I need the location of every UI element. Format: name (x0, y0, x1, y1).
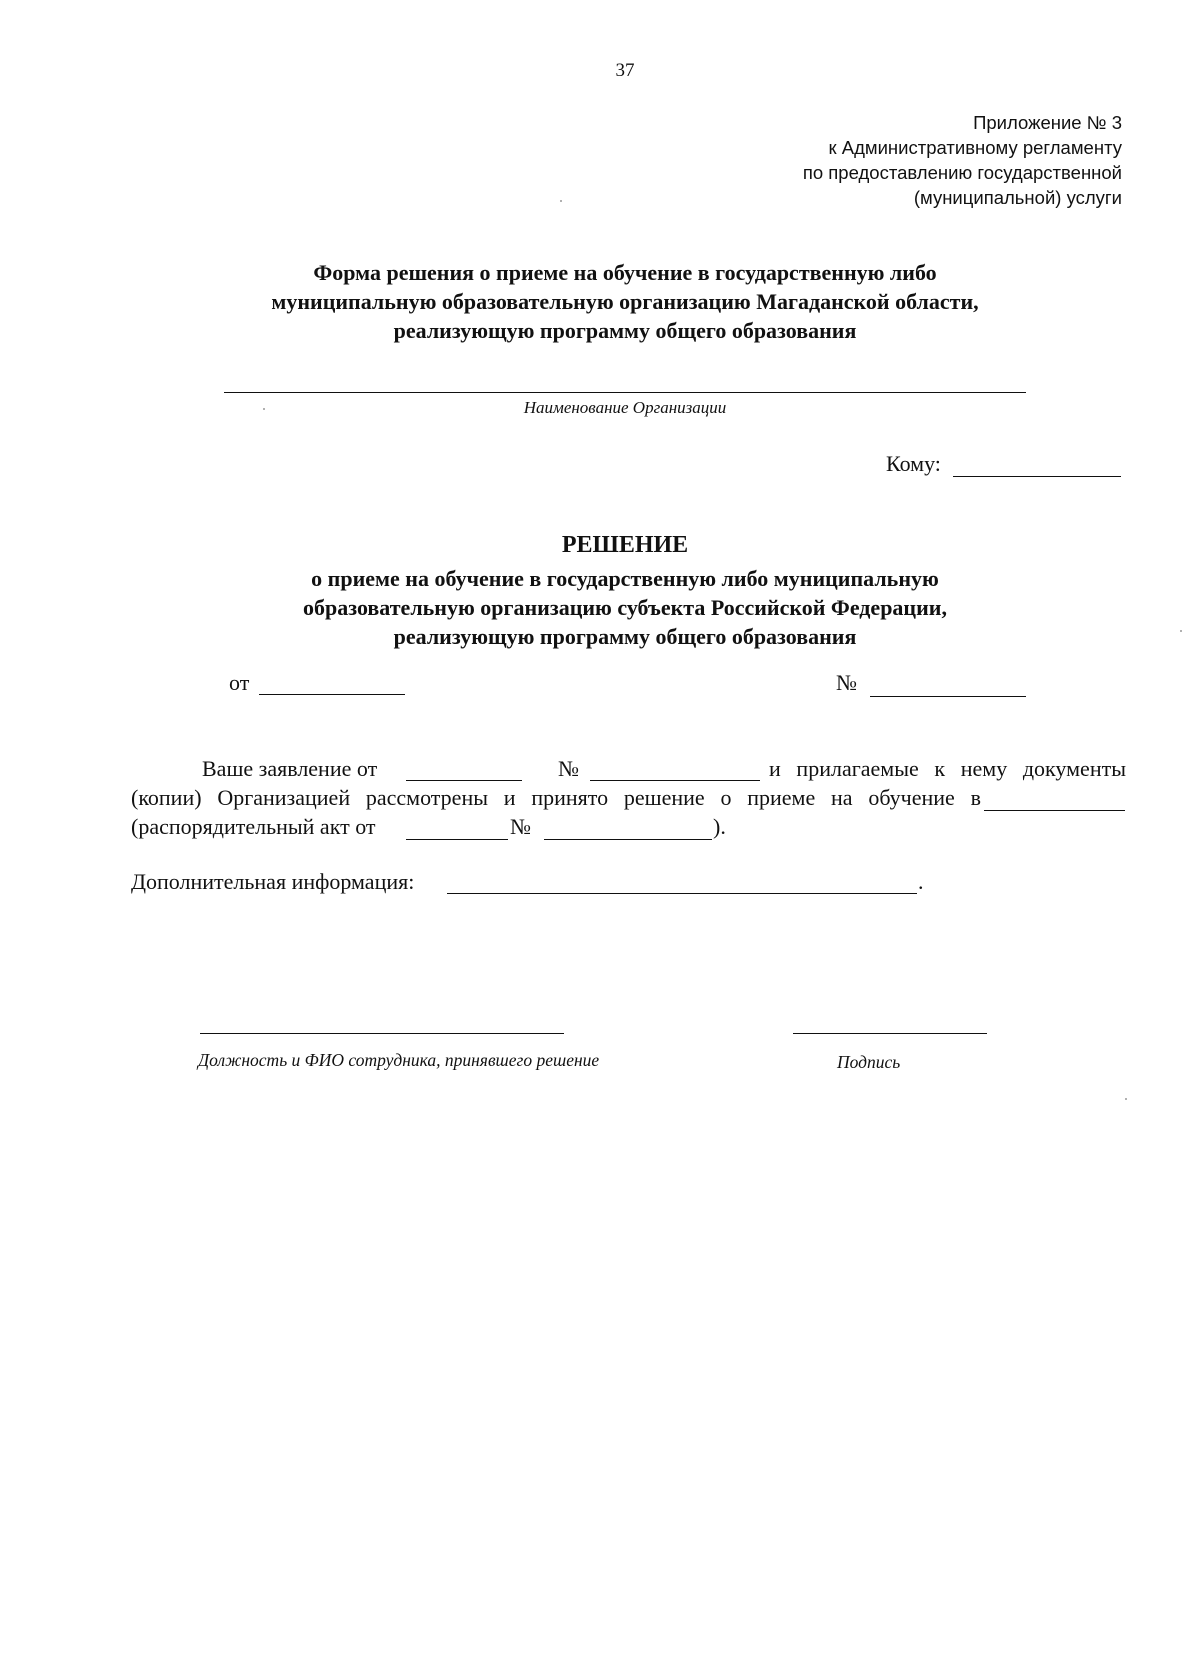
additional-info-label: Дополнительная информация: (131, 869, 415, 894)
form-title-line: Форма решения о приеме на обучение в государственную либо (313, 260, 937, 285)
body-documents-text: и прилагаемые к нему документы (769, 756, 1126, 781)
appendix-line: по предоставлению государственной (802, 162, 1122, 183)
scan-speck (1125, 1098, 1127, 1100)
form-title-line: муниципальную образовательную организацию Магаданской области, (271, 289, 979, 314)
appendix-line: к Административному регламенту (828, 137, 1122, 158)
scan-speck (560, 200, 562, 202)
form-title (0, 258, 1200, 345)
recipient-line (953, 476, 1121, 477)
signature-caption: Подпись (837, 1052, 901, 1072)
organization-name-line (224, 392, 1026, 393)
decision-number-line (870, 696, 1026, 697)
application-date-line (406, 780, 522, 781)
scan-speck (263, 408, 265, 410)
decision-number-label: № (836, 670, 857, 695)
application-number-line (590, 780, 760, 781)
order-date-line (406, 839, 508, 840)
decision-subtitle (0, 564, 1200, 651)
body-decision-text: (копии) Организацией рассмотрены и принято решение о приеме на обучение в (131, 785, 981, 810)
appendix-line: Приложение № 3 (973, 112, 1122, 133)
appendix-header (803, 110, 1122, 210)
order-number-label: № (510, 814, 531, 839)
position-name-caption: Должность и ФИО сотрудника, принявшего решение (198, 1050, 600, 1070)
order-close: ). (713, 814, 726, 839)
recipient-label: Кому: (886, 451, 941, 476)
signature-line (793, 1033, 987, 1034)
additional-info-end: . (918, 869, 924, 894)
scan-speck (1180, 630, 1182, 632)
decision-date-label: от (229, 670, 250, 695)
order-number-line (544, 839, 712, 840)
body-application-label: Ваше заявление от (202, 756, 378, 781)
decision-subtitle-line: реализующую программу общего образования (393, 624, 857, 649)
additional-info-line (447, 893, 917, 894)
organization-name-caption: Наименование Организации (523, 398, 727, 417)
order-act-label: (распорядительный акт от (131, 814, 376, 839)
form-title-line: реализующую программу общего образования (393, 318, 857, 343)
decision-subtitle-line: о приеме на обучение в государственную либо муниципальную (311, 566, 939, 591)
position-name-line (200, 1033, 564, 1034)
decision-date-line (259, 694, 405, 695)
organization-fill-line (984, 810, 1125, 811)
appendix-line: (муниципальной) услуги (913, 187, 1122, 208)
decision-subtitle-line: образовательную организацию субъекта Российской Федерации, (303, 595, 947, 620)
page-number: 37 (615, 60, 635, 81)
decision-heading: РЕШЕНИЕ (561, 532, 689, 558)
application-number-label: № (558, 756, 579, 781)
